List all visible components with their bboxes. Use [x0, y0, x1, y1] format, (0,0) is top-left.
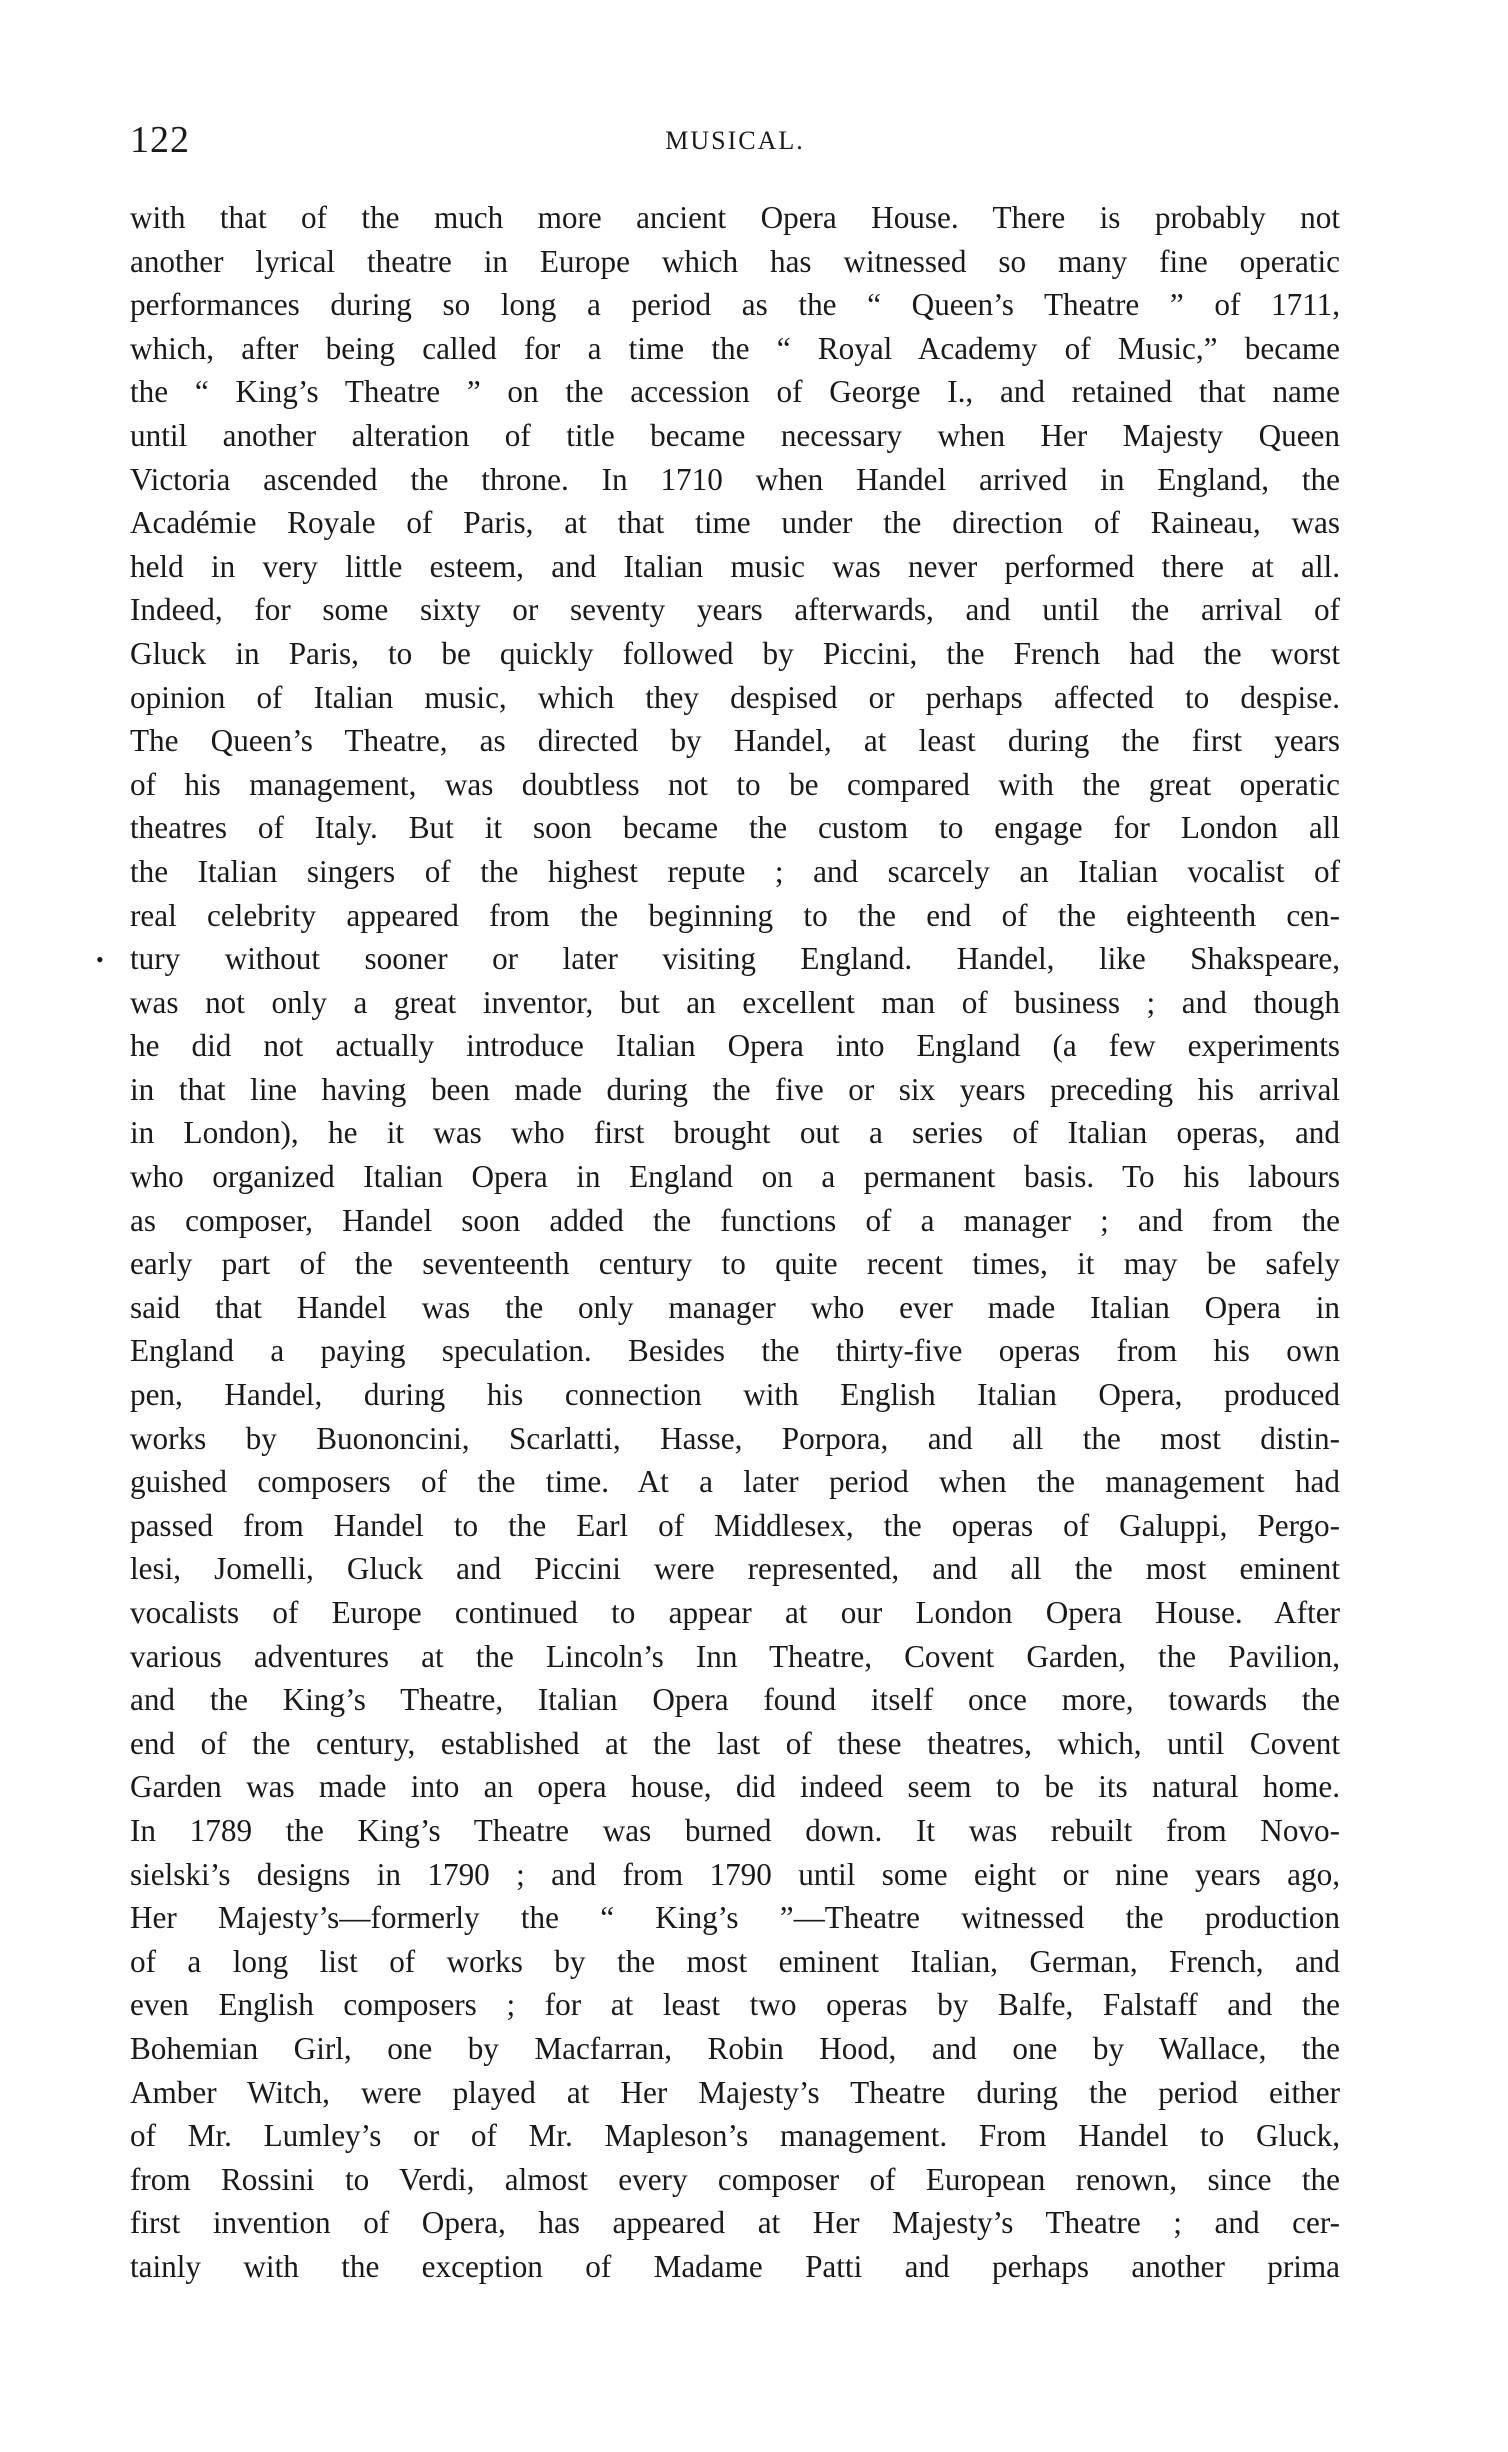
- text-line: performances during so long a period as the “ Queen’s Theatre ” of 1711,: [130, 287, 1340, 323]
- text-line: real celebrity appeared from the beginning to the end of the eighteenth cen-: [130, 897, 1340, 933]
- text-line: tainly with the exception of Madame Patti and perhaps another prima: [130, 2248, 1340, 2284]
- body-text: [130, 196, 1340, 2289]
- text-line: passed from Handel to the Earl of Middlesex, the operas of Galuppi, Pergo-: [130, 1507, 1340, 1543]
- text-line: works by Buononcini, Scarlatti, Hasse, Porpora, and all the most distin-: [130, 1420, 1340, 1456]
- text-line: which, after being called for a time the “ Royal Academy of Music,” became: [130, 330, 1340, 366]
- text-line: pen, Handel, during his connection with English Italian Opera, produced: [130, 1377, 1340, 1413]
- text-line: vocalists of Europe continued to appear at our London Opera House. After: [130, 1595, 1340, 1630]
- text-line: in London), he it was who first brought out a series of Italian operas, and: [130, 1115, 1340, 1151]
- text-line: theatres of Italy. But it soon became the custom to engage for London all: [130, 810, 1340, 846]
- text-line: Bohemian Girl, one by Macfarran, Robin Hood, and one by Wallace, the: [130, 2030, 1340, 2066]
- text-line: from Rossini to Verdi, almost every composer of European renown, since the: [130, 2161, 1340, 2197]
- text-line: Gluck in Paris, to be quickly followed by Piccini, the French had the worst: [130, 635, 1340, 671]
- text-line: was not only a great inventor, but an excellent man of business ; and though: [130, 984, 1340, 1020]
- text-line: the “ King’s Theatre ” on the accession of George I., and retained that name: [130, 374, 1340, 410]
- text-line: sielski’s designs in 1790 ; and from 1790 until some eight or nine years ago,: [130, 1856, 1340, 1892]
- text-line: the Italian singers of the highest repute ; and scarcely an Italian vocalist of: [130, 853, 1340, 889]
- text-line: tury without sooner or later visiting England. Handel, like Shakspeare,: [130, 941, 1340, 977]
- running-head: MUSICAL.: [665, 126, 805, 155]
- text-line: in that line having been made during the five or six years preceding his arrival: [130, 1071, 1340, 1107]
- text-line: first invention of Opera, has appeared at Her Majesty’s Theatre ; and cer-: [130, 2205, 1340, 2241]
- text-line: Académie Royale of Paris, at that time under the direction of Raineau, was: [130, 505, 1340, 541]
- page-number: 122: [130, 119, 190, 161]
- text-line: who organized Italian Opera in England on a permanent basis. To his labours: [130, 1159, 1340, 1195]
- text-line: of Mr. Lumley’s or of Mr. Mapleson’s management. From Handel to Gluck,: [130, 2118, 1340, 2154]
- text-line: even English composers ; for at least two operas by Balfe, Falstaff and the: [130, 1987, 1340, 2023]
- text-line: Her Majesty’s—formerly the “ King’s ”—Theatre witnessed the production: [130, 1900, 1340, 1936]
- text-line: as composer, Handel soon added the functions of a manager ; and from the: [130, 1202, 1340, 1238]
- text-line: held in very little esteem, and Italian music was never performed there at all.: [130, 548, 1340, 584]
- text-line: Amber Witch, were played at Her Majesty’s Theatre during the period either: [130, 2074, 1340, 2110]
- text-line: The Queen’s Theatre, as directed by Handel, at least during the first years: [130, 723, 1340, 759]
- text-line: England a paying speculation. Besides the thirty-five operas from his own: [130, 1333, 1340, 1369]
- text-line: said that Handel was the only manager who ever made Italian Opera in: [130, 1289, 1340, 1325]
- text-line: and the King’s Theatre, Italian Opera found itself once more, towards the: [130, 1682, 1340, 1718]
- text-line: with that of the much more ancient Opera House. There is probably not: [130, 200, 1340, 235]
- margin-mark: •: [96, 947, 104, 972]
- text-line: of a long list of works by the most eminent Italian, German, French, and: [130, 1943, 1340, 1979]
- text-line: Victoria ascended the throne. In 1710 when Handel arrived in England, the: [130, 461, 1340, 497]
- text-line: opinion of Italian music, which they despised or perhaps affected to despise.: [130, 679, 1340, 715]
- text-line: end of the century, established at the last of these theatres, which, until Covent: [130, 1725, 1340, 1761]
- text-line: another lyrical theatre in Europe which has witnessed so many fine operatic: [130, 243, 1340, 279]
- text-line: various adventures at the Lincoln’s Inn Theatre, Covent Garden, the Pavilion,: [130, 1638, 1340, 1674]
- text-line: guished composers of the time. At a later period when the management had: [130, 1464, 1340, 1500]
- text-line: until another alteration of title became necessary when Her Majesty Queen: [130, 417, 1340, 453]
- text-line: he did not actually introduce Italian Opera into England (a few experiments: [130, 1028, 1340, 1064]
- text-line: Garden was made into an opera house, did indeed seem to be its natural home.: [130, 1769, 1340, 1805]
- text-line: early part of the seventeenth century to quite recent times, it may be safely: [130, 1246, 1340, 1282]
- page-header: [130, 118, 1340, 168]
- text-line: lesi, Jomelli, Gluck and Piccini were represented, and all the most eminent: [130, 1551, 1340, 1587]
- text-line: Indeed, for some sixty or seventy years afterwards, and until the arrival of: [130, 592, 1340, 628]
- text-line: In 1789 the King’s Theatre was burned down. It was rebuilt from Novo-: [130, 1812, 1340, 1848]
- text-line: of his management, was doubtless not to be compared with the great operatic: [130, 766, 1340, 802]
